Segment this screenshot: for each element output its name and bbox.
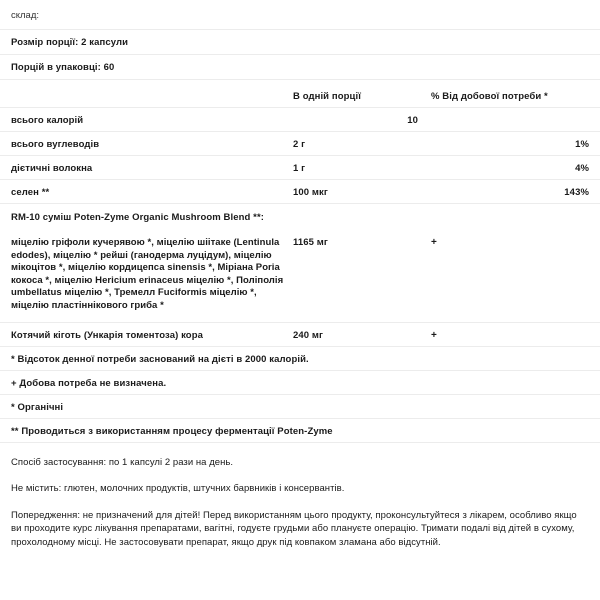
column-header-daily-value: % Від добової потреби * [431, 91, 548, 102]
table-row [0, 132, 600, 156]
blend-daily-value: + [431, 237, 437, 248]
table-header-row [0, 80, 600, 108]
nutrient-amount: 2 г [293, 139, 306, 150]
blend-heading-label: RM-10 суміш Poten-Zyme Organic Mushroom Blend **: [11, 212, 265, 223]
blend-ingredients-row [0, 230, 600, 323]
blend-ingredients-list: міцелію гріфоли кучерявою *, міцелію шіітаке (Lentinula edodes), міцелію * рейші (ганодерма луцідум), міцелію мікоцітов *, міцелію кордицепса sinensis *, Міріана Poria кокоса *, міцелію Hericium erinaceus міцелію *, Поліполія umbellatus міцелію *, Тремелл Fuciformis міцелію *, міцелію пластіннікового гриба * [11, 237, 284, 311]
footnote-row [0, 395, 600, 419]
footnote-text: * Відсоток денної потреби заснований на дієті в 2000 калорій. [11, 353, 309, 365]
nutrient-name: Котячий кіготь (Ункарія томентоза) кора [11, 329, 203, 341]
nutrient-daily-value: 4% [575, 163, 589, 174]
table-row [0, 156, 600, 180]
nutrient-amount: 240 мг [293, 329, 324, 341]
serving-size-row [0, 30, 600, 55]
column-header-amount-per-serving: В одній порції [293, 91, 361, 102]
footnote-row [0, 371, 600, 395]
footnote-row [0, 419, 600, 443]
nutrient-amount: 10 [407, 115, 418, 126]
footnote-text: ** Проводиться з використанням процесу ферментації Poten-Zyme [11, 425, 333, 437]
nutrient-daily-value: 143% [564, 187, 589, 198]
serving-size-label: Розмір порції: 2 капсули [11, 37, 129, 48]
blend-heading-row [0, 204, 600, 230]
nutrient-amount: 1 г [293, 163, 306, 174]
nutrient-name: всього вуглеводів [11, 139, 100, 150]
table-row [0, 323, 600, 347]
table-row [0, 180, 600, 204]
ingredients-intro-row [0, 0, 600, 30]
ingredients-intro-label: склад: [11, 10, 40, 21]
free-from-statement: Не містить: глютен, молочних продуктів, штучних барвників і консервантів. [11, 483, 345, 495]
table-row [0, 108, 600, 132]
nutrient-amount: 100 мкг [293, 187, 328, 198]
footnote-row [0, 347, 600, 371]
footnote-text: + Добова потреба не визначена. [11, 377, 167, 389]
nutrient-name: дієтичні волокна [11, 163, 93, 174]
nutrient-amount-wrap [293, 115, 431, 127]
warning-statement: Попередження: не призначений для дітей! Перед використанням цього продукту, проконсультуйтеся з лікарем, особливо якщо ви проходите курс лікування препаратами, вагітні, годуєте грудьми або плануєте операцію. Тримати подалі від дітей в сухому, прохолодному місці. Не застосовувати препарат, якщо друк під ковпаком зламана або відсутній. [11, 509, 577, 548]
nutrient-daily-value: 1% [575, 139, 589, 150]
product-notes [0, 443, 600, 550]
servings-per-container-row [0, 55, 600, 80]
nutrient-name: селен ** [11, 187, 50, 198]
servings-per-container-label: Порцій в упаковці: 60 [11, 62, 115, 73]
footnote-text: * Органічні [11, 401, 64, 413]
nutrient-name: всього калорій [11, 115, 84, 126]
usage-directions: Спосіб застосування: по 1 капсулі 2 рази на день. [11, 456, 234, 468]
blend-amount: 1165 мг [293, 237, 328, 248]
nutrient-daily-value: + [431, 329, 437, 341]
